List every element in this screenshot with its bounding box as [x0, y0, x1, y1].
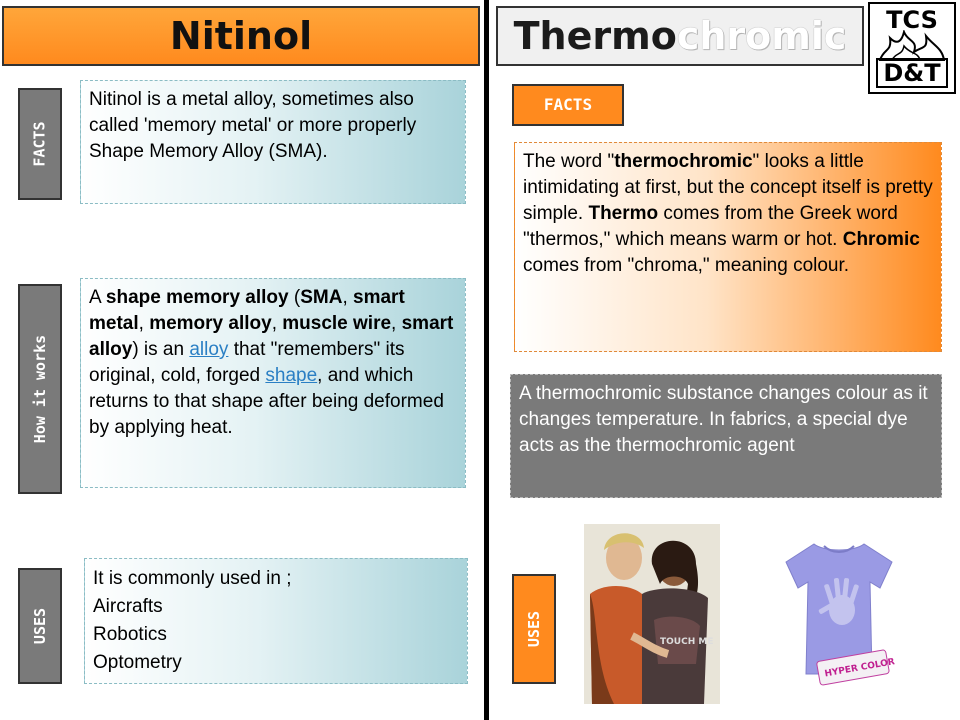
- how-it-works-tab: How it works: [18, 284, 62, 494]
- nitinol-facts-text: Nitinol is a metal alloy, sometimes also called 'memory metal' or more properly Shape Memory Alloy (SMA).: [89, 89, 417, 162]
- couple-photo: [584, 524, 720, 704]
- facts-badge-right: FACTS: [512, 84, 624, 126]
- thermochromic-title: Thermochromic: [496, 6, 864, 66]
- nitinol-facts-card: [80, 80, 466, 204]
- uses-intro: It is commonly used in ;: [93, 568, 292, 589]
- thermochromic-how-card: [510, 374, 942, 498]
- shape-link[interactable]: shape: [265, 365, 318, 386]
- shirt-text: TOUCH ME: [660, 637, 714, 647]
- uses-tab-right: USES: [512, 574, 556, 684]
- uses-tab-left: USES: [18, 568, 62, 684]
- uses-item: Optometry: [93, 652, 182, 673]
- tag-text: HYPER COLOR: [823, 657, 896, 680]
- thermochromic-how-text: A thermochromic substance changes colour as it changes temperature. In fabrics, a special dye acts as the thermochromic agent: [519, 383, 928, 456]
- uses-item: Robotics: [93, 624, 167, 645]
- nitinol-title: Nitinol: [2, 6, 480, 66]
- nitinol-uses-card: [84, 558, 468, 684]
- nitinol-how-card: A shape memory alloy (SMA, smart metal, memory alloy, muscle wire, smart alloy) is an alloy that "remembers" its original, cold, forged shape, and which returns to that shape after being deformed by applying heat.: [80, 278, 466, 488]
- alloy-link[interactable]: alloy: [189, 339, 229, 360]
- tcs-dt-logo: TCS D&T: [868, 2, 956, 94]
- tshirt-photo: [780, 536, 898, 686]
- facts-tab-left: FACTS: [18, 88, 62, 200]
- uses-item: Aircrafts: [93, 596, 163, 617]
- thermochromic-facts-card: The word "thermochromic" looks a little intimidating at first, but the concept itself is pretty simple. Thermo comes from the Greek word "thermos," which means warm or hot. Chromic comes from "chroma," meaning colour.: [514, 142, 942, 352]
- column-divider: [484, 0, 489, 720]
